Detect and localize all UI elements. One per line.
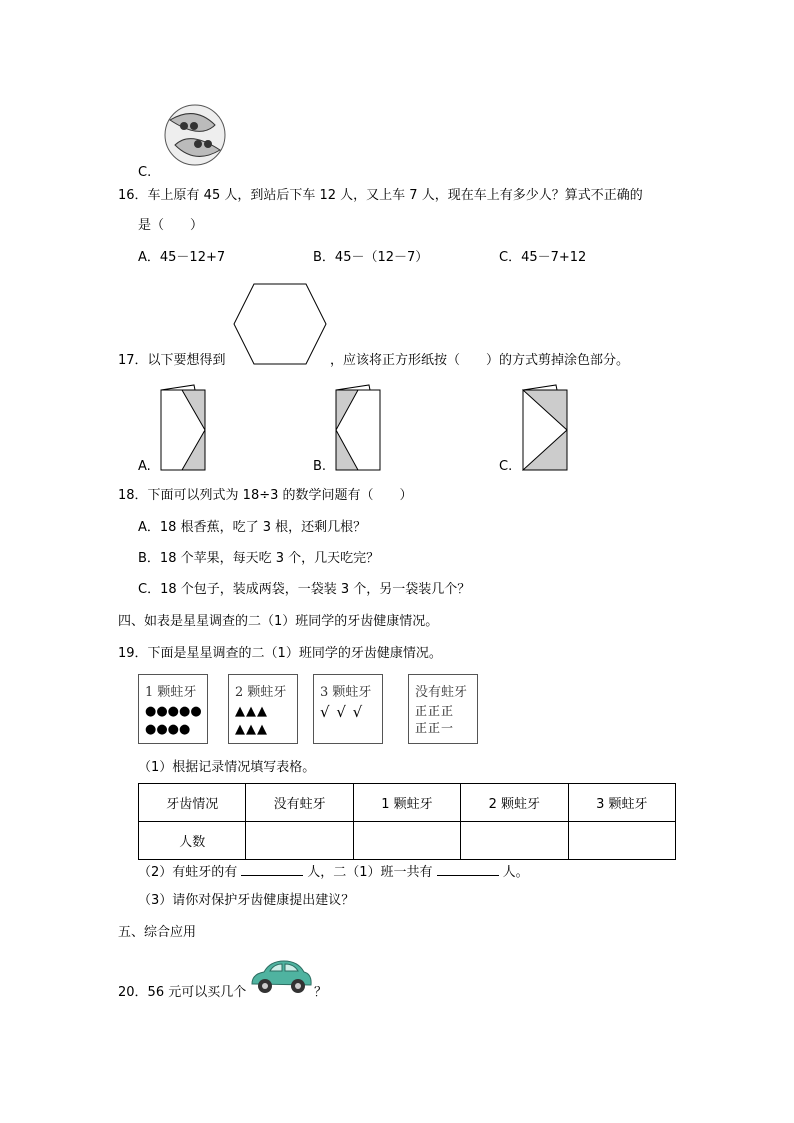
folded-paper-b — [335, 383, 385, 473]
table-header-cell: 1 颗蛀牙 — [353, 784, 460, 822]
answer-blank[interactable] — [241, 863, 303, 876]
table-row-label: 人数 — [139, 822, 246, 860]
sub2-text: （2）有蛀牙的有 — [138, 865, 238, 880]
table-header-row — [139, 784, 676, 822]
q18-stem: 18．下面可以列式为 18÷3 的数学问题有（ ） — [118, 488, 413, 503]
q16-stem-cont: 是（ ） — [138, 218, 204, 233]
sub2-text: 人。 — [502, 865, 529, 880]
q17-option-a: A. — [138, 459, 151, 474]
q18-option-a: A．18 根香蕉，吃了 3 根，还剩几根？ — [138, 520, 367, 535]
card-title: 3 颗蛀牙 — [320, 685, 372, 700]
q20-stem-b: ？ — [314, 985, 328, 1000]
q16-option-b: B．45－（12－7） — [313, 250, 429, 265]
q18-option-c: C．18 个包子，装成两袋，一袋装 3 个，另一袋装几个？ — [138, 582, 471, 597]
table-header-cell: 3 颗蛀牙 — [568, 784, 675, 822]
q16-option-a: A．45－12+7 — [138, 250, 226, 265]
q20-stem-a: 20．56 元可以买几个 — [118, 985, 247, 1000]
tally-card-3-cavities — [313, 674, 383, 744]
card-title: 1 颗蛀牙 — [145, 685, 197, 700]
fish-pair-image — [160, 100, 230, 170]
table-header-cell: 牙齿情况 — [139, 784, 246, 822]
q18-option-b: B．18 个苹果，每天吃 3 个，几天吃完？ — [138, 551, 380, 566]
q17-stem-a: 17．以下要想得到 — [118, 353, 226, 368]
q19-stem: 19．下面是星星调查的二（1）班同学的牙齿健康情况。 — [118, 646, 442, 661]
answer-blank[interactable] — [437, 863, 499, 876]
answer-cell[interactable] — [246, 822, 353, 860]
card-marks: 正正正 正正一 — [415, 704, 455, 735]
q15-option-c: C. — [138, 165, 152, 180]
tally-card-2-cavities — [228, 674, 298, 744]
card-marks: ●●●●● ●●●● — [145, 704, 202, 737]
q16-stem: 16．车上原有 45 人，到站后下车 12 人，又上车 7 人，现在车上有多少人？算式不正确的 — [118, 188, 643, 203]
q19-sub1: （1）根据记录情况填写表格。 — [138, 760, 316, 775]
tally-card-no-cavities — [408, 674, 478, 744]
tally-card-1-cavity — [138, 674, 208, 744]
card-marks: √ √ √ — [320, 703, 364, 721]
folded-paper-a — [160, 383, 210, 473]
q19-sub2 — [138, 863, 529, 881]
section-5-heading: 五、综合应用 — [118, 925, 197, 940]
answer-cell[interactable] — [461, 822, 568, 860]
table-row — [139, 822, 676, 860]
card-title: 没有蛀牙 — [415, 685, 468, 700]
card-marks: ▲▲▲ ▲▲▲ — [235, 704, 268, 737]
sub2-text: 人，二（1）班一共有 — [307, 865, 433, 880]
q17-stem-b: ，应该将正方形纸按（ ）的方式剪掉涂色部分。 — [330, 353, 630, 368]
answer-cell[interactable] — [353, 822, 460, 860]
section-4-heading: 四、如表是星星调查的二（1）班同学的牙齿健康情况。 — [118, 614, 439, 629]
q17-option-c: C. — [499, 459, 513, 474]
card-title: 2 颗蛀牙 — [235, 685, 287, 700]
folded-paper-c — [522, 383, 572, 473]
q19-sub3: （3）请你对保护牙齿健康提出建议？ — [138, 893, 355, 908]
answer-cell[interactable] — [568, 822, 675, 860]
tooth-health-table — [138, 783, 676, 860]
hexagon-figure — [232, 283, 328, 366]
toy-car-image — [248, 958, 314, 996]
q17-option-b: B. — [313, 459, 327, 474]
table-header-cell: 没有蛀牙 — [246, 784, 353, 822]
q16-option-c: C．45－7+12 — [499, 250, 587, 265]
table-header-cell: 2 颗蛀牙 — [461, 784, 568, 822]
